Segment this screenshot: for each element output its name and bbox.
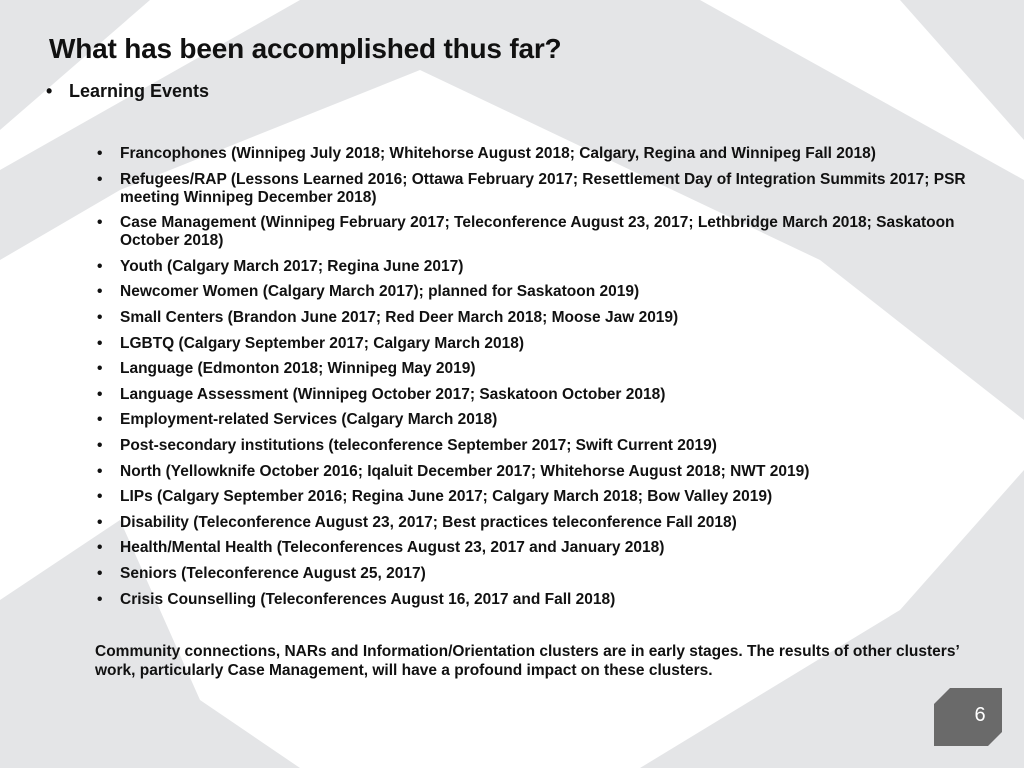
bullet-dot: • <box>97 334 103 352</box>
list-item <box>97 386 987 404</box>
list-item <box>97 258 987 276</box>
bullet-dot: • <box>97 308 103 326</box>
bullet-dot: • <box>97 385 103 403</box>
list-item <box>97 283 987 301</box>
learning-events-list <box>97 145 987 616</box>
list-item <box>97 214 987 250</box>
section-heading <box>46 81 209 102</box>
bullet-dot: • <box>97 145 103 162</box>
list-item <box>97 591 987 609</box>
list-item-text: Post-secondary institutions (teleconference September 2017; Swift Current 2019) <box>120 436 717 454</box>
section-label: Learning Events <box>69 81 210 101</box>
slide-title: What has been accomplished thus far? <box>49 33 562 64</box>
section-bullet: • <box>46 81 53 101</box>
bullet-dot: • <box>97 170 103 188</box>
list-item-text: LIPs (Calgary September 2016; Regina June 2017; Calgary March 2018; Bow Valley 2019) <box>120 488 773 506</box>
bullet-dot: • <box>97 214 103 232</box>
bullet-dot: • <box>97 462 103 480</box>
list-item-text: Case Management (Winnipeg February 2017; Teleconference August 23, 2017; Lethbridge March 2018; Saskatoon October 2018) <box>120 214 955 250</box>
list-item-text: Language Assessment (Winnipeg October 2017; Saskatoon October 2018) <box>120 385 666 403</box>
bullet-dot: • <box>97 257 103 275</box>
bullet-dot: • <box>97 590 103 608</box>
bullet-dot: • <box>97 436 103 454</box>
list-item <box>97 335 987 353</box>
summary-note: Community connections, NARs and Information/Orientation clusters are in early stages. The results of other clusters’ work, particularly Case Management, will have a profound impact on these clusters. <box>95 643 959 679</box>
bullet-dot: • <box>97 283 103 301</box>
list-item <box>97 488 987 506</box>
list-item <box>97 539 987 557</box>
list-item <box>97 514 987 532</box>
list-item-text: Seniors (Teleconference August 25, 2017) <box>120 564 426 582</box>
list-item-text: Small Centers (Brandon June 2017; Red Deer March 2018; Moose Jaw 2019) <box>120 308 679 326</box>
list-item-text: North (Yellowknife October 2016; Iqaluit December 2017; Whitehorse August 2018; NWT 2019) <box>120 462 810 480</box>
page-number: 6 <box>974 704 986 726</box>
list-item-text: Disability (Teleconference August 23, 2017; Best practices teleconference Fall 2018) <box>120 513 737 531</box>
list-item <box>97 145 987 163</box>
list-item-text: Youth (Calgary March 2017; Regina June 2017) <box>120 257 464 275</box>
list-item <box>97 171 987 207</box>
list-item <box>97 565 987 583</box>
bullet-dot: • <box>97 564 103 582</box>
list-item <box>97 463 987 481</box>
list-item <box>97 309 987 327</box>
bullet-dot: • <box>97 488 103 506</box>
bullet-dot: • <box>97 360 103 378</box>
list-item-text: Newcomer Women (Calgary March 2017); planned for Saskatoon 2019) <box>120 283 640 301</box>
list-item-text: Health/Mental Health (Teleconferences August 23, 2017 and January 2018) <box>120 539 665 557</box>
list-item <box>97 360 987 378</box>
bullet-dot: • <box>97 513 103 531</box>
list-item-text: Refugees/RAP (Lessons Learned 2016; Ottawa February 2017; Resettlement Day of Integration Summits 2017; PSR meeting Winnipeg December 2018) <box>120 170 966 206</box>
list-item-text: Employment-related Services (Calgary March 2018) <box>120 411 498 429</box>
bullet-dot: • <box>97 411 103 429</box>
list-item <box>97 411 987 429</box>
list-item-text: LGBTQ (Calgary September 2017; Calgary March 2018) <box>120 334 525 352</box>
bullet-dot: • <box>97 539 103 557</box>
list-item-text: Francophones (Winnipeg July 2018; Whitehorse August 2018; Calgary, Regina and Winnipeg Fall 2018) <box>120 145 876 162</box>
list-item-text: Crisis Counselling (Teleconferences August 16, 2017 and Fall 2018) <box>120 590 616 608</box>
list-item-text: Language (Edmonton 2018; Winnipeg May 2019) <box>120 360 476 378</box>
list-item <box>97 437 987 455</box>
